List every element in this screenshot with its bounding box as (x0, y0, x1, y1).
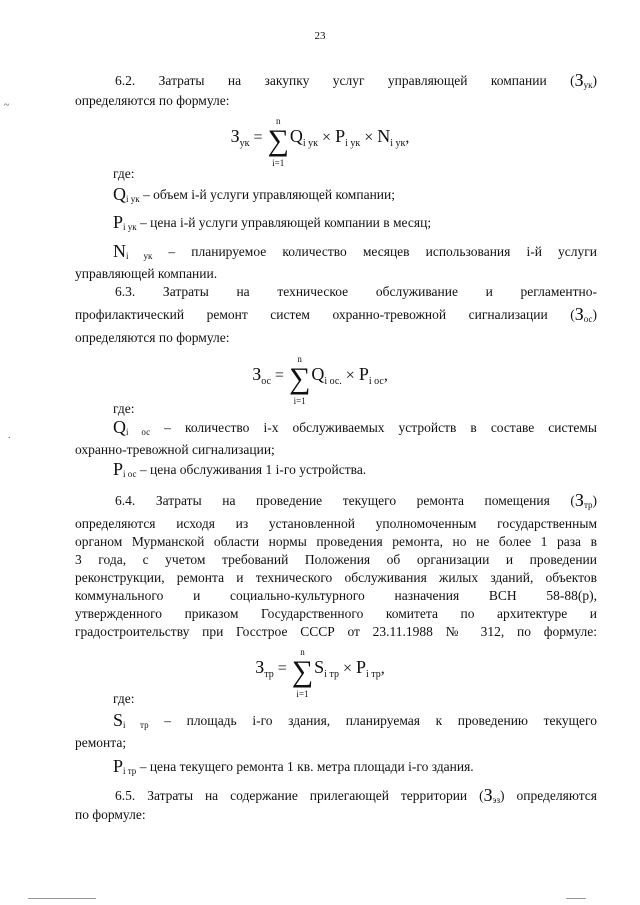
section-6-4-line4: 3 года, с учетом требований Положения об организации и проведении (75, 552, 597, 567)
def-p-uk: $P_{i ук}$ – цена i-й услуги управляющей компании в месяц; (113, 212, 432, 232)
margin-mark-top: ~ (4, 100, 10, 111)
where-label-3: где: (113, 691, 135, 706)
section-6-2-heading: 6.2. Затраты на закупку услуг управляющей компании $(З_{ук})$ (115, 70, 597, 90)
section-6-3-cont: определяются по формуле: (75, 330, 230, 345)
def-q-os: $Q_{i ос}$ – количество i-х обслуживаемых устройств в составе системы (113, 417, 597, 437)
section-6-2-cont: определяются по формуле: (75, 93, 230, 108)
margin-mark-mid: . (8, 430, 11, 441)
section-6-3-line1: 6.3. Затраты на техническое обслуживание и регламентно- (115, 284, 597, 299)
section-6-4-line6: коммунального и социально-культурного назначения ВСН 58-88(р), (75, 588, 597, 603)
def-q-uk: $Q_{i ук}$ – объем i-й услуги управляющей компании; (113, 184, 395, 204)
section-6-4-line8: градостроительству при Госстрое СССР от 23.11.1988 № 312, по формуле: (75, 624, 597, 639)
formula-6-2: $З_{ук}$ = n ∑ i=1 $Q_{i ук} \times P_{i ук} \times N_{i ук}$, (230, 116, 410, 168)
sum-symbol: n ∑ i=1 (288, 354, 311, 406)
sum-symbol: n ∑ i=1 (291, 647, 314, 699)
def-p-os: $P_{i ос}$ – цена обслуживания 1 i-го устройства. (113, 459, 367, 479)
footer-rule-right (566, 898, 586, 899)
where-label-2: где: (113, 401, 135, 416)
def-s-tr: $S_{i тр}$ – площадь i-го здания, планируемая к проведению текущего (113, 710, 598, 730)
section-6-3-line2: профилактический ремонт систем охранно-тревожной сигнализации $(З_{ос})$ (75, 304, 597, 324)
def-n-uk: $N_{i ук}$ – планируемое количество месяцев использования i-й услуги (113, 241, 597, 261)
footer-rule-left (28, 898, 96, 899)
formula-6-3: $З_{ос}$ = n ∑ i=1 $Q_{i ос.} \times P_{i ос}$, (252, 354, 388, 406)
page-number: 23 (314, 30, 326, 42)
formula-6-4: $З_{тр}$ = n ∑ i=1 $S_{i тр} \times P_{i тр}$, (255, 647, 385, 699)
def-s-tr-cont: ремонта; (75, 735, 127, 750)
section-6-5-line1: 6.5. Затраты на содержание прилегающей территории $(З_{эз})$ определяются (115, 785, 597, 805)
section-6-5-cont: по формуле: (75, 807, 146, 822)
def-q-os-cont: охранно-тревожной сигнализации; (75, 442, 275, 457)
section-6-4-line5: реконструкции, ремонта и технического обслуживания жилых зданий, объектов (75, 570, 597, 585)
where-label-1: где: (113, 166, 135, 181)
section-6-4-line2: определяются исходя из установленной уполномоченным государственным (75, 516, 597, 531)
sum-symbol: n ∑ i=1 (267, 116, 289, 168)
def-p-tr: $P_{i тр}$ – цена текущего ремонта 1 кв. метра площади i-го здания. (113, 756, 474, 776)
def-n-uk-cont: управляющей компании. (75, 266, 218, 281)
section-6-4-line3: органом Мурманской области нормы проведения ремонта, но не более 1 раза в (75, 534, 597, 549)
section-6-4-line1: 6.4. Затраты на проведение текущего ремонта помещения $(З_{тр})$ (115, 490, 597, 510)
section-6-4-line7: утвержденного приказом Государственного комитета по архитектуре и (75, 606, 597, 621)
